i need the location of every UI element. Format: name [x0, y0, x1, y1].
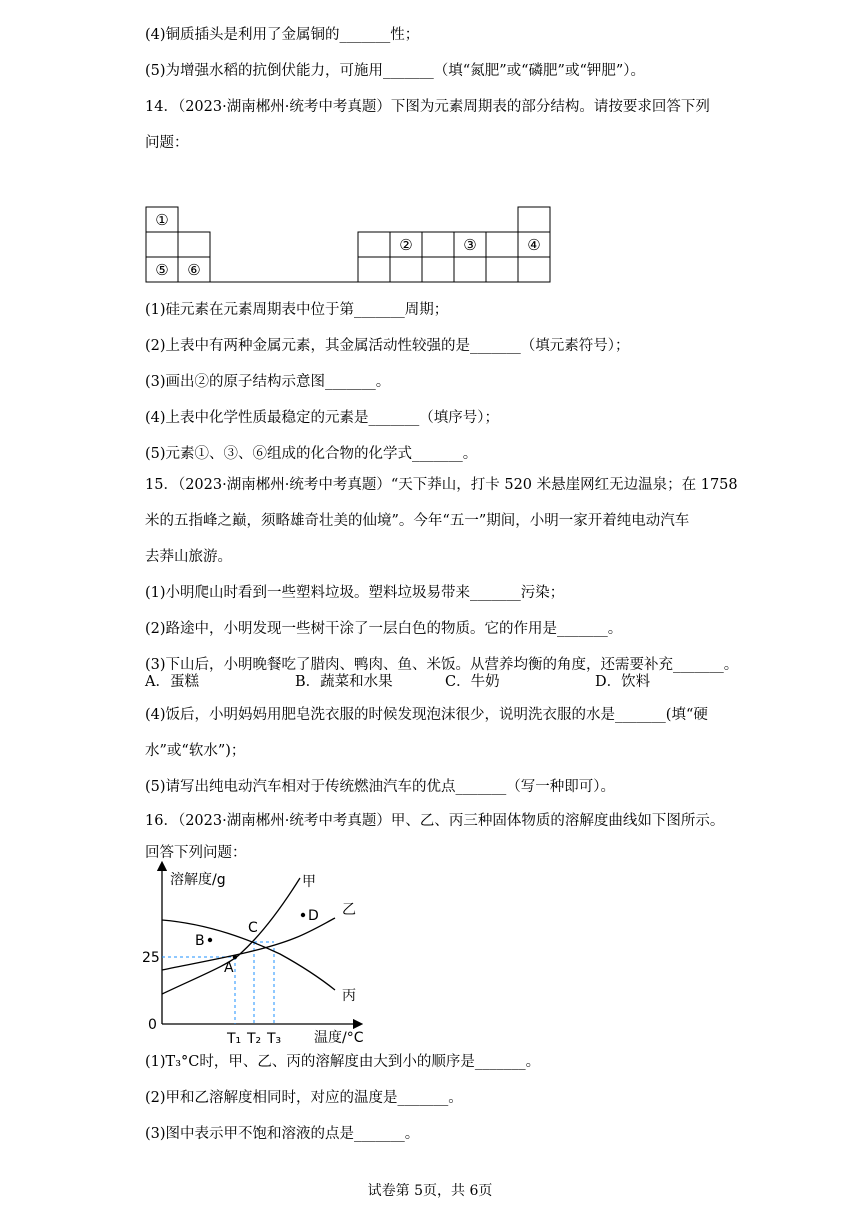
line-q16-3: (3)图中表示甲不饱和溶液的点是_______。 [145, 1126, 420, 1142]
series-label-jia: 甲 [302, 874, 316, 890]
line-q15-stem-1: 15．（2023·湖南郴州·统考中考真题）“天下莽山，打卡 520 米悬崖网红无边温泉；在 1758 [145, 477, 738, 493]
line-q15-5: (5)请写出纯电动汽车相对于传统燃油汽车的优点_______（写一种即可）。 [145, 779, 616, 795]
origin-label: 0 [148, 1017, 157, 1033]
line-q15-3: (3)下山后，小明晚餐吃了腊肉、鸭肉、鱼、米饭。从营养均衡的角度，还需要补充_______。 [145, 657, 739, 673]
series-label-bing: 丙 [342, 988, 356, 1004]
point-d-dot [301, 913, 305, 917]
pt-mark-3: ③ [463, 236, 477, 254]
line-q15-4a: (4)饭后，小明妈妈用肥皂洗衣服的时候发现泡沫很少，说明洗衣服的水是_______(填“硬 [145, 707, 708, 723]
line-q14-stem-2: 问题： [145, 135, 189, 151]
point-a-label: A [224, 960, 234, 976]
page-footer: 试卷第 5页，共 6页 [367, 1183, 493, 1199]
line-q16-stem-1: 16．（2023·湖南郴州·统考中考真题）甲、乙、丙三种固体物质的溶解度曲线如下图所示。 [145, 813, 725, 829]
line-q14-2: (2)上表中有两种金属元素，其金属活动性较强的是_______（填元素符号）； [145, 338, 630, 354]
y-axis-label: 溶解度/g [170, 872, 226, 888]
line-q14-1: (1)硅元素在元素周期表中位于第_______周期； [145, 302, 449, 318]
option-c: C．牛奶 [445, 674, 500, 690]
point-a-dot [233, 955, 237, 959]
pt-mark-2: ② [399, 236, 413, 254]
line-q14-stem-1: 14．（2023·湖南郴州·统考中考真题）下图为元素周期表的部分结构。请按要求回答下列 [145, 99, 710, 115]
line-q15-stem-3: 去莽山旅游。 [145, 549, 232, 565]
solubility-chart [140, 860, 400, 1050]
periodic-table-diagram [0, 0, 860, 290]
option-b: B．蔬菜和水果 [295, 674, 393, 690]
option-a: A．蛋糕 [145, 674, 199, 690]
line-q16-2: (2)甲和乙溶解度相同时，对应的温度是_______。 [145, 1090, 463, 1106]
x-tick-t2: T₂ [247, 1031, 262, 1047]
line-q15-4b: 水”或“软水”)； [145, 743, 246, 759]
line-q13-4: (4)铜质插头是利用了金属铜的_______性； [145, 27, 420, 43]
x-tick-t3: T₃ [267, 1031, 282, 1047]
series-label-yi: 乙 [342, 902, 356, 918]
pt-mark-5: ⑤ [155, 261, 169, 279]
curve-jia [162, 878, 300, 994]
line-q16-stem-2: 回答下列问题： [145, 845, 247, 861]
point-b-label: B [195, 933, 205, 949]
line-q15-1: (1)小明爬山时看到一些塑料垃圾。塑料垃圾易带来_______污染； [145, 585, 565, 601]
option-d: D．饮料 [595, 674, 651, 690]
line-q13-5: (5)为增强水稻的抗倒伏能力，可施用_______（填“氮肥”或“磷肥”或“钾肥”）。 [145, 63, 646, 79]
x-tick-t1: T₁ [227, 1031, 242, 1047]
line-q14-5: (5)元素①、③、⑥组成的化合物的化学式_______。 [145, 446, 478, 462]
line-q14-3: (3)画出②的原子结构示意图_______。 [145, 374, 391, 390]
pt-mark-4: ④ [527, 236, 541, 254]
y-tick-25: 25 [142, 950, 160, 966]
point-d-label: D [308, 908, 319, 924]
line-q15-stem-2: 米的五指峰之巅，须略雄奇壮美的仙境”。今年“五一”期间，小明一家开着纯电动汽车 [145, 513, 690, 529]
x-axis-label: 温度/°C [314, 1030, 364, 1046]
point-b-dot [208, 938, 212, 942]
pt-mark-6: ⑥ [187, 261, 201, 279]
pt-mark-1: ① [155, 211, 169, 229]
point-c-label: C [248, 920, 258, 936]
line-q14-4: (4)上表中化学性质最稳定的元素是_______（填序号）； [145, 410, 500, 426]
line-q16-1: (1)T₃°C时，甲、乙、丙的溶解度由大到小的顺序是_______。 [145, 1054, 541, 1070]
line-q15-2: (2)路途中，小明发现一些树干涂了一层白色的物质。它的作用是_______。 [145, 621, 623, 637]
